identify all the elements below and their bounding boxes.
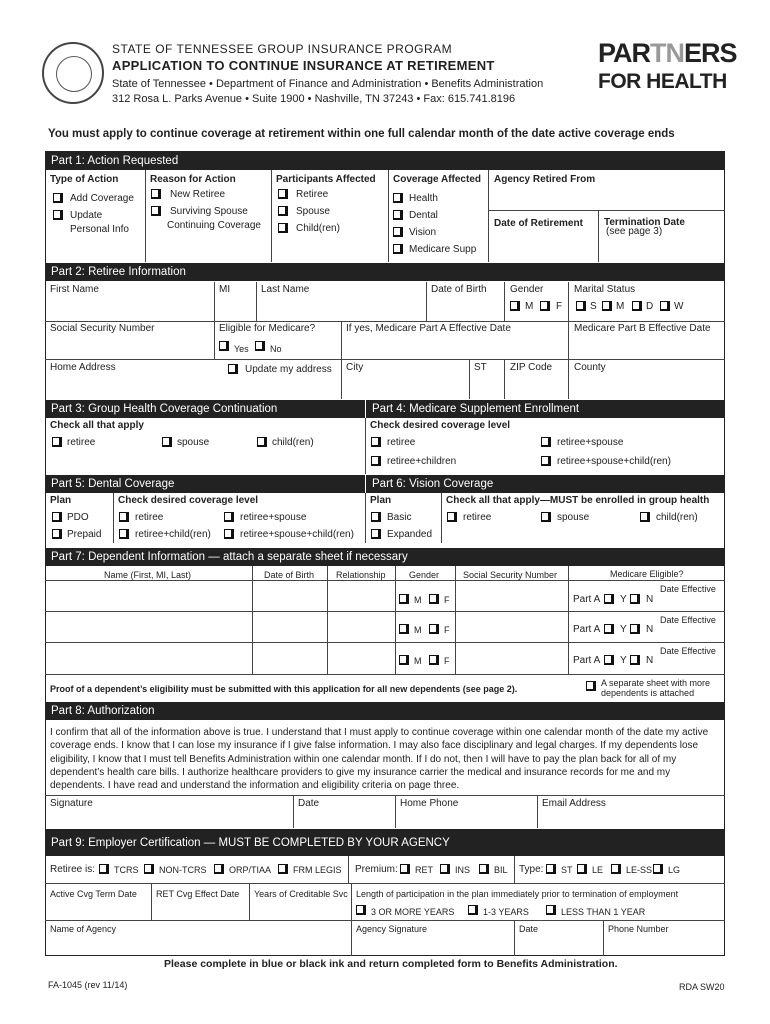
city-label: City [346, 362, 364, 373]
non-tcrs-checkbox[interactable] [144, 864, 154, 874]
dep1-m-checkbox[interactable] [399, 594, 409, 604]
medicare-yes-label: Yes [234, 344, 249, 354]
p6-retiree-label: retiree [463, 512, 492, 523]
surviving-spouse-label: Surviving Spouse [170, 206, 248, 217]
part2-header: Part 2: Retiree Information [45, 263, 725, 281]
separate-sheet-label2: dependents is attached [601, 688, 695, 698]
dep3-f-label: F [444, 656, 450, 666]
part3-check-label: Check all that apply [50, 420, 144, 431]
p5-rs-label: retiree+spouse [240, 512, 307, 523]
marital-d-checkbox[interactable] [632, 301, 642, 311]
type-lg-checkbox[interactable] [653, 864, 663, 874]
p5-check-label: Check desired coverage level [118, 495, 259, 506]
type-le-checkbox[interactable] [577, 864, 587, 874]
retiree-affected-checkbox[interactable] [278, 189, 288, 199]
p3-retiree-label: retiree [67, 437, 96, 448]
bil-label: BIL [494, 865, 508, 875]
premium-label: Premium: [355, 864, 398, 875]
marital-d-label: D [646, 301, 654, 312]
date-retirement-label: Date of Retirement [494, 218, 583, 229]
medicare-a-label: If yes, Medicare Part A Effective Date [346, 323, 511, 334]
part8-header: Part 8: Authorization [45, 702, 725, 720]
marital-s-label: S [590, 301, 597, 312]
agency-date-label: Date [519, 924, 539, 934]
p4-rc-label: retiree+children [387, 456, 457, 467]
marital-m-checkbox[interactable] [602, 301, 612, 311]
county-label: County [574, 362, 606, 373]
type-lg-label: LG [668, 865, 681, 875]
add-coverage-label: Add Coverage [70, 193, 134, 204]
prepaid-label: Prepaid [67, 529, 102, 540]
ret-checkbox[interactable] [400, 864, 410, 874]
p5-rc-checkbox[interactable] [119, 529, 129, 539]
p4-retiree-checkbox[interactable] [371, 437, 381, 447]
type-st-label: ST [561, 865, 573, 875]
retiree-is-label: Retiree is: [50, 864, 96, 875]
dep2-f-checkbox[interactable] [429, 624, 439, 634]
p3-retiree-checkbox[interactable] [52, 437, 62, 447]
dep-medelig-header: Medicare Eligible? [610, 569, 684, 579]
ssn-label: Social Security Number [50, 323, 155, 334]
agency-phone-label: Phone Number [608, 924, 669, 934]
p6-child-label: child(ren) [656, 512, 698, 523]
dep2-y-checkbox[interactable] [604, 624, 614, 634]
dep1-f-label: F [444, 595, 450, 605]
p6-spouse-label: spouse [557, 512, 590, 523]
form-number: FA-1045 (rev 11/14) [48, 980, 128, 990]
p3-child-label: child(ren) [272, 437, 314, 448]
one-three-checkbox[interactable] [468, 905, 478, 915]
part3-header: Part 3: Group Health Coverage Continuation [45, 400, 365, 418]
health-checkbox[interactable] [393, 193, 403, 203]
part6-header: Part 6: Vision Coverage [365, 475, 725, 493]
p3-child-checkbox[interactable] [257, 437, 267, 447]
vision-checkbox[interactable] [393, 227, 403, 237]
home-address-label: Home Address [50, 362, 116, 373]
coverage-affected-label: Coverage Affected [393, 174, 481, 185]
surviving-spouse-checkbox[interactable] [151, 206, 161, 216]
form-title: APPLICATION TO CONTINUE INSURANCE AT RETIREMENT [112, 58, 495, 73]
auth-date-label: Date [298, 798, 320, 809]
basic-label: Basic [387, 512, 412, 523]
part4-check-label: Check desired coverage level [370, 420, 511, 431]
child-affected-label: Child(ren) [296, 223, 340, 234]
p3-spouse-checkbox[interactable] [162, 437, 172, 447]
last-name-label: Last Name [261, 284, 310, 295]
first-name-label: First Name [50, 284, 99, 295]
dep2-n-label: N [646, 624, 654, 635]
part9-header: Part 9: Employer Certification — MUST BE COMPLETED BY YOUR AGENCY [45, 829, 725, 856]
dep2-y-label: Y [620, 624, 627, 635]
agency-sig-label: Agency Signature [356, 924, 428, 934]
dep-name-header: Name (First, MI, Last) [104, 570, 192, 580]
ret-cvg-label: RET Cvg Effect Date [156, 889, 240, 899]
gender-m-label: M [525, 301, 534, 312]
medicare-no-label: No [270, 344, 282, 354]
type-le-label: LE [592, 865, 604, 875]
dep2-m-label: M [414, 625, 422, 635]
medicare-yes-checkbox[interactable] [219, 341, 229, 351]
dep3-f-checkbox[interactable] [429, 655, 439, 665]
proof-text: Proof of a dependent’s eligibility must be submitted with this application for all new dependents (see page 2). [50, 684, 518, 694]
for-health-logo: FOR HEALTH [598, 70, 727, 93]
intro-text: You must apply to continue coverage at retirement within one full calendar month of the date active coverage ends [48, 128, 675, 140]
dep1-y-checkbox[interactable] [604, 594, 614, 604]
marital-label: Marital Status [574, 284, 636, 295]
gender-label: Gender [510, 284, 544, 295]
signature-label: Signature [50, 798, 93, 809]
p5-rsc-label: retiree+spouse+child(ren) [240, 529, 354, 540]
length-label: Length of participation in the plan immediately prior to termination of employment [356, 889, 679, 899]
less-one-label: LESS THAN 1 YEAR [561, 907, 646, 917]
dep2-f-label: F [444, 625, 450, 635]
mi-label: MI [219, 284, 231, 295]
new-retiree-checkbox[interactable] [151, 189, 161, 199]
type-less-checkbox[interactable] [611, 864, 621, 874]
p6-plan-label: Plan [370, 495, 392, 506]
medicare-supp-checkbox[interactable] [393, 244, 403, 254]
address-line: 312 Rosa L. Parks Avenue • Suite 1900 • Nashville, TN 37243 • Fax: 615.741.8196 [112, 93, 516, 105]
p5-plan-label: Plan [50, 495, 72, 506]
dep3-y-checkbox[interactable] [604, 655, 614, 665]
medicare-supp-label: Medicare Supp [409, 244, 477, 255]
years-svc-label: Years of Creditable Svc [254, 889, 348, 899]
pdo-label: PDO [67, 512, 89, 523]
type-action-label: Type of Action [50, 174, 119, 185]
p6-retiree-checkbox[interactable] [447, 512, 457, 522]
gender-f-label: F [556, 301, 563, 312]
state-label: ST [474, 362, 487, 373]
separate-sheet-label1: A separate sheet with more [601, 678, 711, 688]
expanded-label: Expanded [387, 529, 433, 540]
dep1-n-checkbox[interactable] [630, 594, 640, 604]
type-label: Type: [519, 864, 544, 875]
marital-w-checkbox[interactable] [660, 301, 670, 311]
vision-label: Vision [409, 227, 437, 238]
active-cvg-label: Active Cvg Term Date [50, 889, 137, 899]
medicare-b-label: Medicare Part B Effective Date [574, 323, 711, 334]
p6-child-checkbox[interactable] [640, 512, 650, 522]
prepaid-checkbox[interactable] [52, 529, 62, 539]
retiree-affected-label: Retiree [296, 189, 329, 200]
marital-s-checkbox[interactable] [576, 301, 586, 311]
dep3-y-label: Y [620, 655, 627, 666]
program-name: STATE OF TENNESSEE GROUP INSURANCE PROGRAM [112, 42, 453, 56]
dep3-m-label: M [414, 656, 422, 666]
email-label: Email Address [542, 798, 606, 809]
personal-info-label: Personal Info [70, 224, 129, 235]
basic-checkbox[interactable] [371, 512, 381, 522]
p4-rsc-label: retiree+spouse+child(ren) [557, 456, 671, 467]
dep-dob-header: Date of Birth [264, 570, 315, 580]
dep-gender-header: Gender [409, 570, 440, 580]
participants-label: Participants Affected [276, 174, 376, 185]
gender-f-checkbox[interactable] [540, 301, 550, 311]
expanded-checkbox[interactable] [371, 529, 381, 539]
see-page3-label: (see page 3) [606, 226, 663, 237]
health-label: Health [409, 193, 438, 204]
part1-header: Part 1: Action Requested [45, 152, 725, 170]
ins-checkbox[interactable] [440, 864, 450, 874]
dep1-parta-label: Part A [573, 594, 601, 605]
update-label: Update [70, 210, 103, 221]
separate-sheet-checkbox[interactable] [586, 681, 596, 691]
frm-legis-label: FRM LEGIS [293, 865, 342, 875]
p5-rs-checkbox[interactable] [224, 512, 234, 522]
home-phone-label: Home Phone [400, 798, 459, 809]
update-info-checkbox[interactable] [53, 210, 63, 220]
dep2-date-effective: Date Effective [660, 615, 716, 625]
one-three-label: 1-3 YEARS [483, 907, 529, 917]
three-years-label: 3 OR MORE YEARS [371, 907, 455, 917]
eligible-medicare-label: Eligible for Medicare? [219, 323, 316, 334]
dep1-date-effective: Date Effective [660, 584, 716, 594]
p6-check-label: Check all that apply—MUST be enrolled in group health [446, 495, 710, 506]
orp-label: ORP/TIAA [229, 865, 272, 875]
update-address-checkbox[interactable] [228, 364, 238, 374]
termination-date-label: Termination Date [604, 217, 685, 228]
agency-retired-label: Agency Retired From [494, 174, 596, 185]
add-coverage-checkbox[interactable] [53, 193, 63, 203]
p5-retiree-checkbox[interactable] [119, 512, 129, 522]
dep1-m-label: M [414, 595, 422, 605]
dep3-n-checkbox[interactable] [630, 655, 640, 665]
p4-rs-label: retiree+spouse [557, 437, 624, 448]
dep1-n-label: N [646, 594, 654, 605]
ins-label: INS [455, 865, 471, 875]
dental-label: Dental [409, 210, 438, 221]
part7-header: Part 7: Dependent Information — attach a separate sheet if necessary [45, 548, 725, 566]
dep-rel-header: Relationship [336, 570, 386, 580]
state-seal [42, 42, 104, 104]
dep3-m-checkbox[interactable] [399, 655, 409, 665]
medicare-no-checkbox[interactable] [255, 341, 265, 351]
update-address-label: Update my address [245, 364, 332, 375]
p4-rsc-checkbox[interactable] [541, 456, 551, 466]
tcrs-label: TCRS [114, 865, 139, 875]
dept-line: State of Tennessee • Department of Finance and Administration • Benefits Administration [112, 78, 544, 90]
dental-checkbox[interactable] [393, 210, 403, 220]
bil-checkbox[interactable] [479, 864, 489, 874]
dep3-date-effective: Date Effective [660, 646, 716, 656]
dep3-n-label: N [646, 655, 654, 666]
p5-retiree-label: retiree [135, 512, 164, 523]
continuing-coverage-label: Continuing Coverage [167, 220, 261, 231]
p5-rc-label: retiree+child(ren) [135, 529, 211, 540]
p3-spouse-label: spouse [177, 437, 210, 448]
type-st-checkbox[interactable] [546, 864, 556, 874]
dep-ssn-header: Social Security Number [463, 570, 558, 580]
dep3-parta-label: Part A [573, 655, 601, 666]
part4-header: Part 4: Medicare Supplement Enrollment [365, 400, 725, 418]
ret-label: RET [415, 865, 433, 875]
non-tcrs-label: NON-TCRS [159, 865, 207, 875]
spouse-affected-label: Spouse [296, 206, 330, 217]
part5-header: Part 5: Dental Coverage [45, 475, 365, 493]
pdo-checkbox[interactable] [52, 512, 62, 522]
p4-rs-checkbox[interactable] [541, 437, 551, 447]
orp-checkbox[interactable] [214, 864, 224, 874]
marital-m-label: M [616, 301, 625, 312]
authorization-text: I confirm that all of the information above is true. I understand that I must apply to continue coverage within one calendar month of the date my active coverage ends. I know that I can lose my insurance if I give false information. I may also face disciplinary and legal charges. If my dependents lose eligibility, I know that I must tell Benefits Administration within one calendar month. If I do not, then I will have to pay the plan back for all of my dependent’s health care bills. I authorize healthcare providers to give my insurance carrier the medical and insurance records for me and my dependents. I have read and understand the information and eligibility criteria on page three. [50, 727, 709, 792]
p5-rsc-checkbox[interactable] [224, 529, 234, 539]
dep2-m-checkbox[interactable] [399, 624, 409, 634]
three-years-checkbox[interactable] [356, 905, 366, 915]
gender-m-checkbox[interactable] [510, 301, 520, 311]
dep2-parta-label: Part A [573, 624, 601, 635]
type-less-label: LE-SS [626, 865, 653, 875]
rda-code: RDA SW20 [679, 982, 725, 992]
new-retiree-label: New Retiree [170, 189, 226, 200]
partners-logo: PARTNERS [598, 38, 737, 68]
child-affected-checkbox[interactable] [278, 223, 288, 233]
p4-rc-checkbox[interactable] [371, 456, 381, 466]
frm-legis-checkbox[interactable] [278, 864, 288, 874]
spouse-affected-checkbox[interactable] [278, 206, 288, 216]
p6-spouse-checkbox[interactable] [541, 512, 551, 522]
agency-name-label: Name of Agency [50, 924, 117, 934]
less-one-checkbox[interactable] [546, 905, 556, 915]
dep1-y-label: Y [620, 594, 627, 605]
tcrs-checkbox[interactable] [99, 864, 109, 874]
reason-label: Reason for Action [150, 174, 236, 185]
dep1-f-checkbox[interactable] [429, 594, 439, 604]
footer-note: Please complete in blue or black ink and return completed form to Benefits Administration. [164, 958, 618, 970]
marital-w-label: W [674, 301, 684, 312]
zip-label: ZIP Code [510, 362, 553, 373]
p4-retiree-label: retiree [387, 437, 416, 448]
dep2-n-checkbox[interactable] [630, 624, 640, 634]
dob-label: Date of Birth [431, 284, 487, 295]
